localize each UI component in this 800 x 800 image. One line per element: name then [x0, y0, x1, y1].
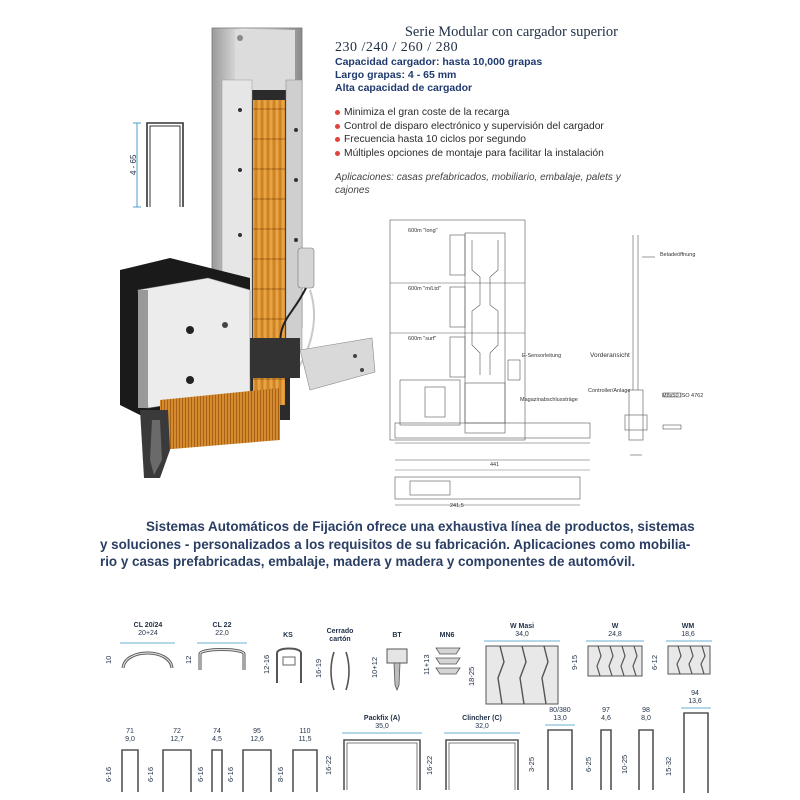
- staple-name: 110: [299, 728, 311, 735]
- staple-size: 12,6: [250, 736, 264, 743]
- staple-size: 12,7: [170, 736, 184, 743]
- intro-line: rio y casas prefabricadas, embalaje, madera y madera y componentes de automóvil.: [100, 554, 636, 569]
- drawing-label-level-mid: 600m "m/Ltd": [408, 286, 441, 292]
- staple-size: 20+24: [138, 630, 158, 637]
- staple-mn6-icon: [434, 642, 462, 684]
- staple-length: 16-22: [324, 755, 333, 775]
- series-title: Serie Modular con cargador superior: [404, 24, 618, 40]
- staple-cerrado-icon: [328, 648, 352, 693]
- staple-cl22-icon: [192, 640, 252, 680]
- feature-item: Frecuencia hasta 10 ciclos por segundo: [335, 133, 645, 147]
- staple-name: BT: [392, 632, 402, 639]
- staple-wmasi-icon: [480, 638, 565, 708]
- staple-name: 97: [602, 707, 610, 714]
- drawing-label-vorder: Vorderansicht: [590, 352, 630, 359]
- staple-length: 10-25: [620, 754, 629, 774]
- staple-ks-icon: [273, 643, 305, 688]
- staple-name: W: [611, 623, 619, 630]
- staple-length: 8-16: [276, 766, 285, 782]
- drawing-label-level-long: 600m "long": [408, 228, 438, 234]
- staple-size: 24,8: [608, 631, 622, 638]
- staple-name: Clincher (C): [462, 715, 502, 722]
- staple-size: 35,0: [375, 723, 389, 730]
- spec-staple-length: Largo grapas: 4 - 65 mm: [335, 69, 457, 81]
- feature-list: [335, 106, 645, 160]
- spec-high-capacity: Alta capacidad de cargador: [335, 82, 473, 94]
- staple-length: 6-16: [104, 766, 113, 782]
- staple-name: MN6: [439, 632, 455, 639]
- staple-name: Packfix (A): [363, 715, 401, 722]
- staple-length: 15-32: [664, 756, 673, 776]
- drawing-label-m8: M8x50 ISO 4762: [662, 393, 704, 399]
- staple-110-icon: [288, 744, 322, 794]
- staple-95-icon: [238, 744, 276, 794]
- staple-80380-icon: [542, 722, 578, 792]
- staple-size: 4,5: [212, 736, 222, 743]
- drawing-label-belade: Beladeöffnung: [660, 252, 696, 258]
- staple-name: 94: [691, 690, 699, 697]
- staple-size: 34,0: [515, 631, 529, 638]
- technical-drawing: [380, 215, 710, 515]
- staple-length: 11+13: [422, 654, 431, 675]
- feature-item: Múltiples opciones de montaje para facilitar la instalación: [335, 147, 645, 161]
- staple-length: 9-15: [570, 654, 579, 670]
- staple-length: 6-25: [584, 756, 593, 772]
- staple-size: 13,0: [553, 715, 567, 722]
- staple-74-icon: [208, 744, 226, 794]
- staple-bt-icon: [385, 645, 409, 691]
- staple-94-icon: [678, 705, 714, 795]
- staple-w-icon: [584, 638, 646, 680]
- staple-name: 74: [213, 728, 221, 735]
- staple-size: 22,0: [215, 630, 229, 637]
- staple-name: 71: [126, 728, 134, 735]
- staple-72-icon: [158, 744, 196, 794]
- staple-cl2024-icon: [115, 640, 180, 680]
- staple-length-label: 4 - 65: [129, 154, 138, 175]
- feature-item: Control de disparo electrónico y supervisión del cargador: [335, 120, 645, 134]
- staple-71-icon: [117, 744, 143, 794]
- drawing-label-magazin: Magazinabschlussträge: [520, 397, 578, 403]
- staple-length: 6-16: [226, 766, 235, 782]
- staple-length: 10+12: [370, 656, 379, 678]
- staple-length: 18-25: [467, 666, 476, 686]
- drawing-label-level-short: 600m "surf": [408, 336, 437, 342]
- drawing-dim-441: 441: [490, 462, 500, 468]
- staple-size: 8,0: [641, 715, 651, 722]
- staple-name: W Masi: [509, 623, 535, 630]
- feature-item: Minimiza el gran coste de la recarga: [335, 106, 645, 120]
- staple-length: 6-16: [146, 766, 155, 782]
- staple-name: CL 22: [212, 622, 232, 629]
- staple-97-icon: [596, 722, 616, 792]
- drawing-dim-2415: 241,5: [450, 503, 464, 509]
- staple-length: 10: [104, 655, 113, 664]
- staple-name: KS: [283, 632, 293, 639]
- staple-length: 12: [184, 655, 193, 664]
- series-models: 230 /240 / 260 / 280: [335, 40, 459, 55]
- staple-98-icon: [634, 722, 658, 792]
- drawing-label-controller: Controller/Anlage: [588, 388, 631, 394]
- staple-name: Cerrado cartón: [326, 628, 354, 643]
- staple-packfix-icon: [338, 730, 426, 792]
- intro-paragraph: [100, 518, 710, 571]
- staple-length: 16-22: [425, 755, 434, 775]
- staple-name: 98: [642, 707, 650, 714]
- staple-size: 11,5: [298, 736, 312, 743]
- staple-length: 16-19: [314, 658, 323, 678]
- staple-name: 72: [173, 728, 181, 735]
- staple-size: 4,6: [601, 715, 611, 722]
- staple-name: WM: [681, 623, 695, 630]
- applications-text: Aplicaciones: casas prefabricados, mobiliario, embalaje, palets y cajones: [335, 172, 621, 196]
- staple-length: 12-16: [262, 654, 271, 674]
- staple-size: 32,0: [475, 723, 489, 730]
- drawing-label-e-sensor: E-Sensorleitung: [522, 353, 562, 359]
- staple-length: 6-12: [650, 654, 659, 670]
- staple-clincher-icon: [440, 730, 524, 792]
- staple-length: 6-16: [196, 766, 205, 782]
- staple-name: 80/380: [549, 707, 571, 714]
- staple-name: CL 20/24: [133, 622, 163, 629]
- intro-line: y soluciones - personalizados a los requisitos de su fabricación. Aplicaciones como mobilia-: [100, 536, 691, 552]
- spec-capacity: Capacidad cargador: hasta 10,000 grapas: [335, 56, 543, 68]
- staple-wm-icon: [664, 638, 714, 678]
- staple-length: 3-25: [527, 756, 536, 772]
- intro-line: Sistemas Automáticos de Fijación ofrece una exhaustiva línea de productos, sistemas: [146, 519, 695, 534]
- staple-name: 95: [253, 728, 261, 735]
- staple-size: 18,6: [681, 631, 695, 638]
- staple-size: 9,0: [125, 736, 135, 743]
- staple-size: 13,6: [688, 698, 702, 705]
